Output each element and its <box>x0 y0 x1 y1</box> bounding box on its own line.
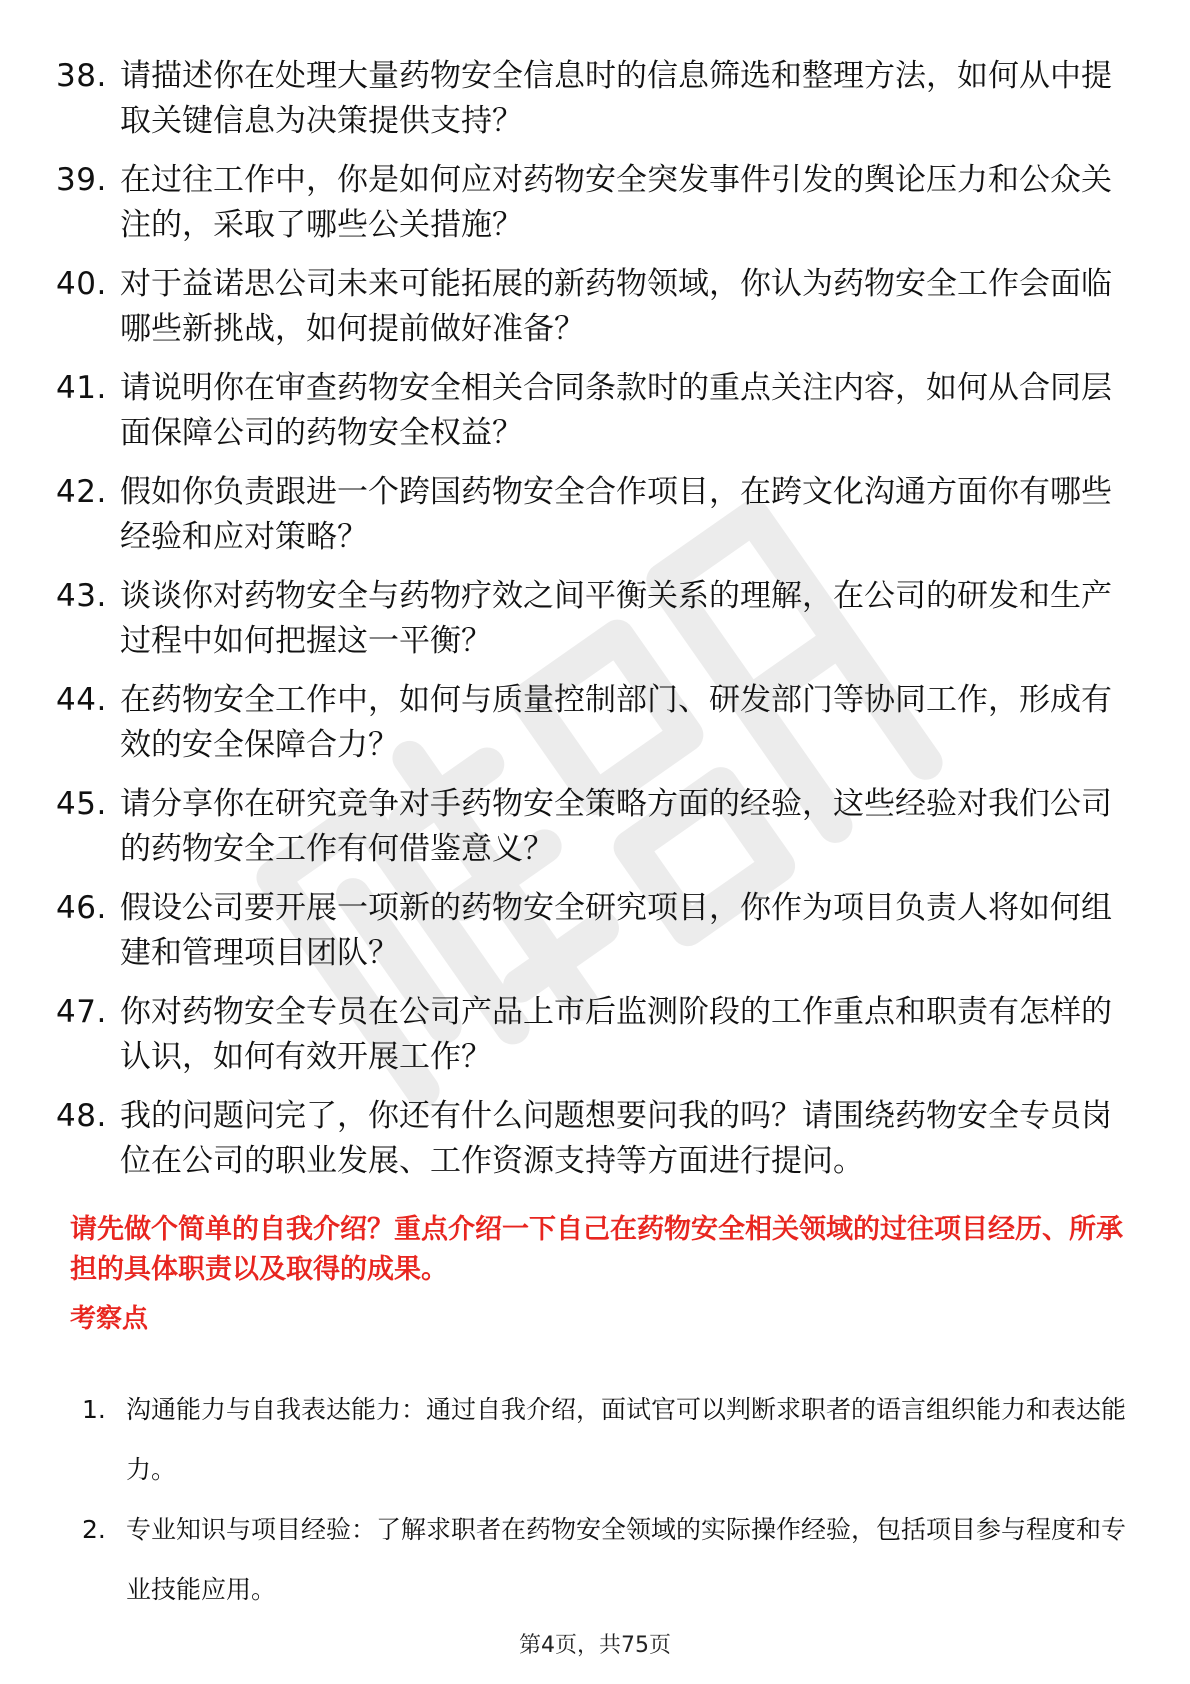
question-item-44 <box>56 678 1136 768</box>
page-footer: 第4页，共75页 <box>519 1633 671 1658</box>
section-title: 考察点 <box>70 1304 149 1334</box>
question-text: 我的问题问完了，你还有什么问题想要问我的吗？请围绕药物安全专员岗位在公司的职业发展、工作资源支持等方面进行提问。 <box>120 1098 1112 1179</box>
question-item-43 <box>56 574 1136 664</box>
point-text: 沟通能力与自我表达能力：通过自我介绍，面试官可以判断求职者的语言组织能力和表达能力。 <box>126 1395 1127 1484</box>
assessment-point-1 <box>82 1380 1132 1500</box>
point-text: 专业知识与项目经验：了解求职者在药物安全领域的实际操作经验，包括项目参与程度和专业技能应用。 <box>126 1515 1127 1604</box>
point-number: 2. <box>82 1515 106 1544</box>
question-item-47 <box>56 990 1136 1080</box>
question-item-38 <box>56 54 1136 144</box>
question-text: 请描述你在处理大量药物安全信息时的信息筛选和整理方法，如何从中提取关键信息为决策提供支持？ <box>120 58 1112 139</box>
question-number: 41. <box>56 370 107 406</box>
question-text: 请说明你在审查药物安全相关合同条款时的重点关注内容，如何从合同层面保障公司的药物安全权益？ <box>120 370 1112 451</box>
question-item-42 <box>56 470 1136 560</box>
question-list <box>56 54 1136 1198</box>
question-item-45 <box>56 782 1136 872</box>
question-text: 你对药物安全专员在公司产品上市后监测阶段的工作重点和职责有怎样的认识，如何有效开展工作？ <box>120 994 1112 1075</box>
question-number: 45. <box>56 786 107 822</box>
question-text: 在药物安全工作中，如何与质量控制部门、研发部门等协同工作，形成有效的安全保障合力？ <box>120 682 1112 763</box>
question-number: 43. <box>56 578 107 614</box>
question-text: 请分享你在研究竞争对手药物安全策略方面的经验，这些经验对我们公司的药物安全工作有何借鉴意义？ <box>120 786 1112 867</box>
question-text: 假如你负责跟进一个跨国药物安全合作项目，在跨文化沟通方面你有哪些经验和应对策略？ <box>120 474 1112 555</box>
question-item-39 <box>56 158 1136 248</box>
question-number: 38. <box>56 58 107 94</box>
question-item-48 <box>56 1094 1136 1184</box>
point-number: 1. <box>82 1395 106 1424</box>
question-item-41 <box>56 366 1136 456</box>
question-number: 47. <box>56 994 107 1030</box>
question-number: 44. <box>56 682 107 718</box>
question-text: 假设公司要开展一项新的药物安全研究项目，你作为项目负责人将如何组建和管理项目团队？ <box>120 890 1112 971</box>
question-number: 48. <box>56 1098 107 1134</box>
question-item-40 <box>56 262 1136 352</box>
question-number: 39. <box>56 162 107 198</box>
question-number: 42. <box>56 474 107 510</box>
question-text: 对于益诺思公司未来可能拓展的新药物领域，你认为药物安全工作会面临哪些新挑战，如何提前做好准备？ <box>120 266 1112 347</box>
question-number: 40. <box>56 266 107 302</box>
question-number: 46. <box>56 890 107 926</box>
assessment-point-2 <box>82 1500 1132 1620</box>
question-text: 在过往工作中，你是如何应对药物安全突发事件引发的舆论压力和公众关注的，采取了哪些公关措施？ <box>120 162 1112 243</box>
assessment-points-list <box>82 1380 1132 1620</box>
question-item-46 <box>56 886 1136 976</box>
highlight-question: 请先做个简单的自我介绍？重点介绍一下自己在药物安全相关领域的过往项目经历、所承担的具体职责以及取得的成果。 <box>70 1214 1123 1285</box>
question-text: 谈谈你对药物安全与药物疗效之间平衡关系的理解，在公司的研发和生产过程中如何把握这一平衡？ <box>120 578 1112 659</box>
